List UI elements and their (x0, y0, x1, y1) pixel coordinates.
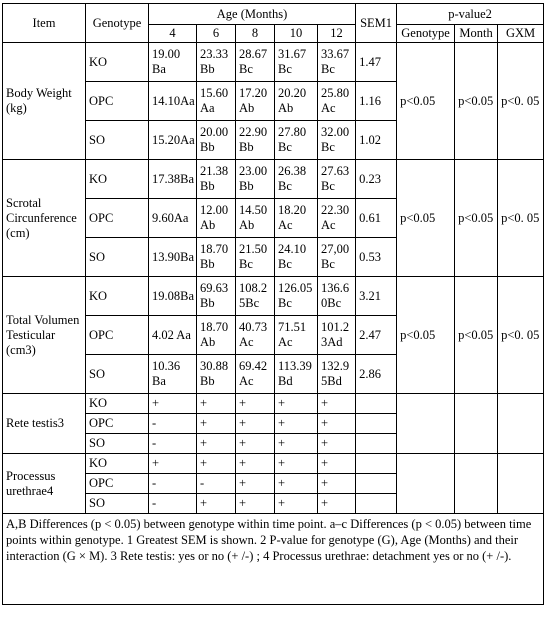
sem-cell (356, 474, 397, 494)
value-cell: + (275, 414, 318, 434)
table-row (3, 43, 544, 82)
genotype-cell: SO (86, 238, 149, 277)
pvalue-gxm-cell (498, 394, 544, 454)
value-cell: + (236, 434, 275, 454)
value-cell: + (236, 494, 275, 514)
value-cell: + (275, 494, 318, 514)
value-cell: 14.50 Ab (236, 199, 275, 238)
pvalue-genotype-cell (397, 394, 455, 454)
value-cell: 71.51 Ac (275, 316, 318, 355)
value-cell: - (149, 474, 197, 494)
value-cell: + (318, 394, 356, 414)
value-cell: + (236, 414, 275, 434)
value-cell: + (275, 454, 318, 474)
sem-cell: 2.86 (356, 355, 397, 394)
value-cell: - (149, 434, 197, 454)
value-cell: 15.20Aa (149, 121, 197, 160)
item-label: Total Volumen Testicular (cm3) (3, 277, 86, 394)
value-cell: + (197, 414, 236, 434)
value-cell: + (197, 454, 236, 474)
genotype-cell: OPC (86, 474, 149, 494)
sem-cell: 0.61 (356, 199, 397, 238)
item-label: Scrotal Circunference (cm) (3, 160, 86, 277)
header-month: 4 (149, 25, 197, 43)
table-row (3, 160, 544, 199)
header-month: 6 (197, 25, 236, 43)
value-cell: - (149, 494, 197, 514)
value-cell: 32.00 Bc (318, 121, 356, 160)
value-cell: 108.2 5Bc (236, 277, 275, 316)
pvalue-month-cell: p<0.05 (455, 160, 498, 277)
value-cell: 136.6 0Bc (318, 277, 356, 316)
pvalue-genotype-cell: p<0.05 (397, 160, 455, 277)
value-cell: + (318, 454, 356, 474)
value-cell: + (236, 474, 275, 494)
header-p-gxm: GXM (498, 25, 544, 43)
value-cell: 4.02 Aa (149, 316, 197, 355)
header-genotype: Genotype (86, 4, 149, 43)
value-cell: 17.38Ba (149, 160, 197, 199)
sem-cell: 3.21 (356, 277, 397, 316)
header-sem: SEM1 (356, 4, 397, 43)
sem-cell (356, 414, 397, 434)
sem-cell: 0.23 (356, 160, 397, 199)
table-row (3, 394, 544, 414)
genotype-cell: KO (86, 43, 149, 82)
value-cell: 20.20 Ab (275, 82, 318, 121)
header-p-month: Month (455, 25, 498, 43)
value-cell: 27,00 Bc (318, 238, 356, 277)
pvalue-month-cell (455, 454, 498, 514)
value-cell: 26.38 Bc (275, 160, 318, 199)
genotype-cell: SO (86, 355, 149, 394)
value-cell: 18.70 Ab (197, 316, 236, 355)
header-month: 12 (318, 25, 356, 43)
value-cell: 25.80 Ac (318, 82, 356, 121)
pvalue-month-cell: p<0.05 (455, 43, 498, 160)
value-cell: 33.67 Bc (318, 43, 356, 82)
genotype-cell: OPC (86, 316, 149, 355)
genotype-cell: KO (86, 454, 149, 474)
value-cell: 22.30 Ac (318, 199, 356, 238)
sem-cell: 1.47 (356, 43, 397, 82)
genotype-cell: KO (86, 277, 149, 316)
pvalue-genotype-cell (397, 454, 455, 514)
genotype-cell: OPC (86, 199, 149, 238)
sem-cell (356, 494, 397, 514)
item-label: Processus urethrae4 (3, 454, 86, 514)
value-cell: 30.88 Bb (197, 355, 236, 394)
value-cell: + (197, 494, 236, 514)
header-pvalue: p-value2 (397, 4, 544, 25)
value-cell: + (197, 394, 236, 414)
value-cell: 20.00 Bb (197, 121, 236, 160)
pvalue-gxm-cell: p<0. 05 (498, 160, 544, 277)
value-cell: + (275, 474, 318, 494)
value-cell: + (197, 434, 236, 454)
value-cell: 40.73 Ac (236, 316, 275, 355)
value-cell: 27.63 Bc (318, 160, 356, 199)
value-cell: 12.00 Ab (197, 199, 236, 238)
table-row (3, 454, 544, 474)
sem-cell: 1.02 (356, 121, 397, 160)
genotype-cell: SO (86, 121, 149, 160)
value-cell: - (197, 474, 236, 494)
value-cell: 21.50 Bc (236, 238, 275, 277)
pvalue-month-cell: p<0.05 (455, 277, 498, 394)
results-table (2, 3, 544, 605)
pvalue-gxm-cell: p<0. 05 (498, 43, 544, 160)
genotype-cell: SO (86, 494, 149, 514)
table-row (3, 277, 544, 316)
item-label: Body Weight (kg) (3, 43, 86, 160)
item-label: Rete testis3 (3, 394, 86, 454)
value-cell: 101.2 3Ad (318, 316, 356, 355)
footnote-row (3, 514, 544, 605)
pvalue-month-cell (455, 394, 498, 454)
value-cell: + (318, 434, 356, 454)
sem-cell (356, 454, 397, 474)
value-cell: 28.67 Bc (236, 43, 275, 82)
pvalue-genotype-cell: p<0.05 (397, 277, 455, 394)
value-cell: 24.10 Bc (275, 238, 318, 277)
value-cell: 13.90Ba (149, 238, 197, 277)
header-month: 10 (275, 25, 318, 43)
header-p-genotype: Genotype (397, 25, 455, 43)
value-cell: 10.36 Ba (149, 355, 197, 394)
genotype-cell: KO (86, 394, 149, 414)
value-cell: 15.60 Aa (197, 82, 236, 121)
value-cell: 18.70 Bb (197, 238, 236, 277)
value-cell: 126.05 Bc (275, 277, 318, 316)
value-cell: - (149, 414, 197, 434)
value-cell: + (149, 394, 197, 414)
value-cell: + (318, 494, 356, 514)
value-cell: + (275, 394, 318, 414)
value-cell: + (236, 394, 275, 414)
genotype-cell: KO (86, 160, 149, 199)
header-month: 8 (236, 25, 275, 43)
value-cell: + (318, 474, 356, 494)
sem-cell: 1.16 (356, 82, 397, 121)
pvalue-gxm-cell (498, 454, 544, 514)
value-cell: 17.20 Ab (236, 82, 275, 121)
genotype-cell: OPC (86, 414, 149, 434)
value-cell: 14.10Aa (149, 82, 197, 121)
pvalue-genotype-cell: p<0.05 (397, 43, 455, 160)
table-footnote: A,B Differences (p < 0.05) between genotype within time point. a–c Differences (p < 0.05) between time points within genotype. 1 Greatest SEM is shown. 2 P-value for genotype (G), Age (Months) and their interaction (G × M). 3 Rete testis: yes or no (+ /-) ; 4 Processus urethrae: detachment yes or no (+ /-). (3, 514, 544, 605)
value-cell: 9.60Aa (149, 199, 197, 238)
header-row (3, 4, 544, 25)
value-cell: + (318, 414, 356, 434)
value-cell: 21.38 Bb (197, 160, 236, 199)
value-cell: 19.08Ba (149, 277, 197, 316)
value-cell: 22.90 Bb (236, 121, 275, 160)
value-cell: + (149, 454, 197, 474)
value-cell: 31.67 Bc (275, 43, 318, 82)
value-cell: 23.33 Bb (197, 43, 236, 82)
value-cell: 23.00 Bb (236, 160, 275, 199)
sem-cell: 0.53 (356, 238, 397, 277)
pvalue-gxm-cell: p<0. 05 (498, 277, 544, 394)
genotype-cell: SO (86, 434, 149, 454)
value-cell: 19.00 Ba (149, 43, 197, 82)
header-item: Item (3, 4, 86, 43)
value-cell: 27.80 Bc (275, 121, 318, 160)
value-cell: 69.42 Ac (236, 355, 275, 394)
sem-cell (356, 394, 397, 414)
sem-cell: 2.47 (356, 316, 397, 355)
header-age: Age (Months) (149, 4, 356, 25)
sem-cell (356, 434, 397, 454)
value-cell: 132.9 5Bd (318, 355, 356, 394)
genotype-cell: OPC (86, 82, 149, 121)
value-cell: 69.63 Bb (197, 277, 236, 316)
value-cell: 113.39 Bd (275, 355, 318, 394)
value-cell: 18.20 Ac (275, 199, 318, 238)
value-cell: + (275, 434, 318, 454)
value-cell: + (236, 454, 275, 474)
